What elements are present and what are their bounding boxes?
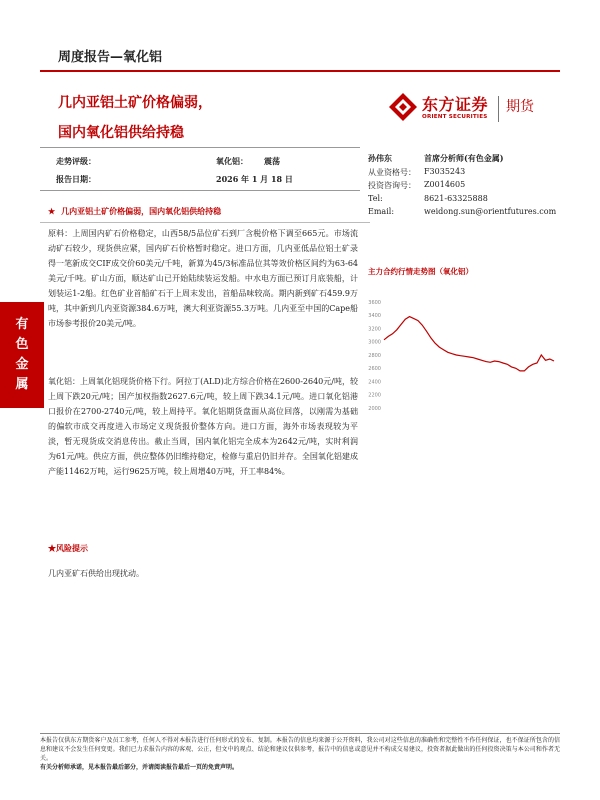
- chart-title: 主力合约行情走势图（氧化铝）: [368, 267, 473, 276]
- doc-type: 周度报告—氧化铝: [58, 50, 163, 65]
- y-tick-label: 3400: [368, 313, 381, 320]
- analyst-title: 首席分析师(有色金属): [424, 153, 504, 163]
- consult-label: 投资咨询号：: [368, 181, 416, 190]
- analyst-header: [368, 153, 568, 167]
- footer-text: 本报告仅供东方期货客户及员工参考，任何人不得对本报告进行任何形式的发布、复制。本报告的信息均来源于公开资料，我公司对这些信息的准确性和完整性不作任何保证，也不保证所包含的信息和建议不会发生任何变更。我们已力求报告内容的客观、公正，但文中的观点、结论和建议仅供参考，报告中的信息或意见并不构成交易建议，投资者据此做出的任何投资决策与本公司和作者无关。: [40, 737, 560, 762]
- brand-sub: 期货: [506, 99, 534, 115]
- date-value: 2026 年 1 月 18 日: [216, 174, 293, 184]
- section-heading: [48, 206, 370, 218]
- y-tick-label: 3000: [368, 339, 381, 346]
- analyst-row: [368, 207, 568, 221]
- price-chart: [362, 296, 560, 418]
- consult-value: Z0014605: [424, 180, 466, 189]
- sector-side-tab: [0, 302, 44, 408]
- orient-logo-icon: [388, 92, 418, 122]
- side-tab-char: 色: [15, 337, 29, 352]
- logo-divider: [498, 96, 499, 122]
- header-rule: [40, 70, 560, 72]
- raw-material-paragraph: 原料：上周国内矿石价格稳定，山西58/5品位矿石到厂含税价格下调至665元。市场流动矿石较少，现货供应紧，国内矿石价格暂时稳定。进口方面，几内亚低品位铝土矿录得一笔新成交CIF成交价60美元/千吨，新算为45/3标准品位其等效价格区间约为63-64美元/千吨。矿山方面，顺达矿山已开始陆续装运发船。中水电方面已预订月底装船，计划装运1-2船。红色矿业首船矿石于上周末发出，首船品味较高。期内新到矿石459.9万吨，其中新到几内亚资源384.6万吨，澳大利亚资源55.3万吨。几内亚至中国的Cape船市场参考报价20美元/吨。: [48, 229, 358, 328]
- side-tab-char: 金: [15, 357, 29, 372]
- report-title-line2: 国内氧化铝供给持稳: [58, 125, 184, 141]
- y-tick-label: 2400: [368, 379, 381, 386]
- tel-value: 8621-63325888: [424, 193, 488, 203]
- trend-value: 震荡: [264, 156, 280, 166]
- license-label: 从业资格号：: [368, 167, 416, 177]
- section-title: 几内亚铝土矿价格偏弱，国内氧化铝供给持稳: [61, 206, 222, 216]
- license-value: F3035243: [424, 166, 466, 176]
- tel-label: Tel:: [368, 193, 383, 203]
- meta-rule-bottom: [40, 190, 360, 191]
- email-link[interactable]: weidong.sun@orientfutures.com: [424, 207, 557, 216]
- date-label: 报告日期：: [56, 174, 96, 184]
- side-tab-char: 有: [15, 317, 29, 332]
- brand-name-cn: 东方证券: [422, 95, 489, 114]
- footer-bold-note: 有关分析师承诺，见本报告最后部分，并请阅读报告最后一页的免责声明。: [40, 764, 239, 771]
- analyst-name: 孙伟东: [368, 153, 392, 163]
- email-label: Email:: [368, 207, 395, 216]
- analyst-info: [368, 153, 568, 221]
- trend-product: 氧化铝：: [216, 156, 248, 166]
- section-rule: [40, 222, 370, 223]
- y-tick-label: 3600: [368, 299, 381, 306]
- side-tab-char: 属: [15, 377, 29, 392]
- meta-rule-top: [40, 147, 360, 148]
- footer-disclaimer: [40, 736, 560, 772]
- brand-name-en: ORIENT SECURITIES: [422, 114, 488, 120]
- footer-rule: [40, 733, 560, 734]
- analyst-row: [368, 194, 568, 208]
- y-tick-label: 3200: [368, 326, 381, 333]
- star-icon: ★: [48, 206, 56, 216]
- alumina-paragraph: 氧化铝：上周氧化铝现货价格下行。阿拉丁(ALD)北方综合价格在2600-2640元/吨，较上周下跌20元/吨；国产加权指数2627.6元/吨，较上周下跌34.1元/吨。进口氧化铝港口报价在2700-2740元/吨，较上周持平。氧化铝期货盘面从高位回落，以刚需为基础的偏软市成交再度进入市场定义现货报价整体方向。进口方面，海外市场表现较为平淡，暂无现货成交消息传出。截止当周，国内氧化铝完全成本为2642元/吨，实时利润为61元/吨。供应方面，供应整体仍旧维持稳定，检修与重启仍旧并存。全国氧化铝建成产能11462万吨，运行9625万吨，较上周增40万吨，开工率84%。: [48, 377, 358, 476]
- trend-label: 走势评级：: [56, 156, 96, 166]
- brand-logo: [388, 90, 568, 130]
- report-title-line1: 几内亚铝土矿价格偏弱，: [58, 95, 212, 111]
- analyst-row: [368, 180, 568, 194]
- y-tick-label: 2000: [368, 405, 381, 412]
- risk-heading: ★风险提示: [48, 543, 88, 553]
- y-tick-label: 2200: [368, 392, 381, 399]
- y-tick-label: 2600: [368, 366, 381, 373]
- risk-paragraph: 几内亚矿石供给出现扰动。: [48, 569, 144, 578]
- series-line: [384, 317, 554, 371]
- y-tick-label: 2800: [368, 352, 381, 359]
- analyst-row: [368, 167, 568, 181]
